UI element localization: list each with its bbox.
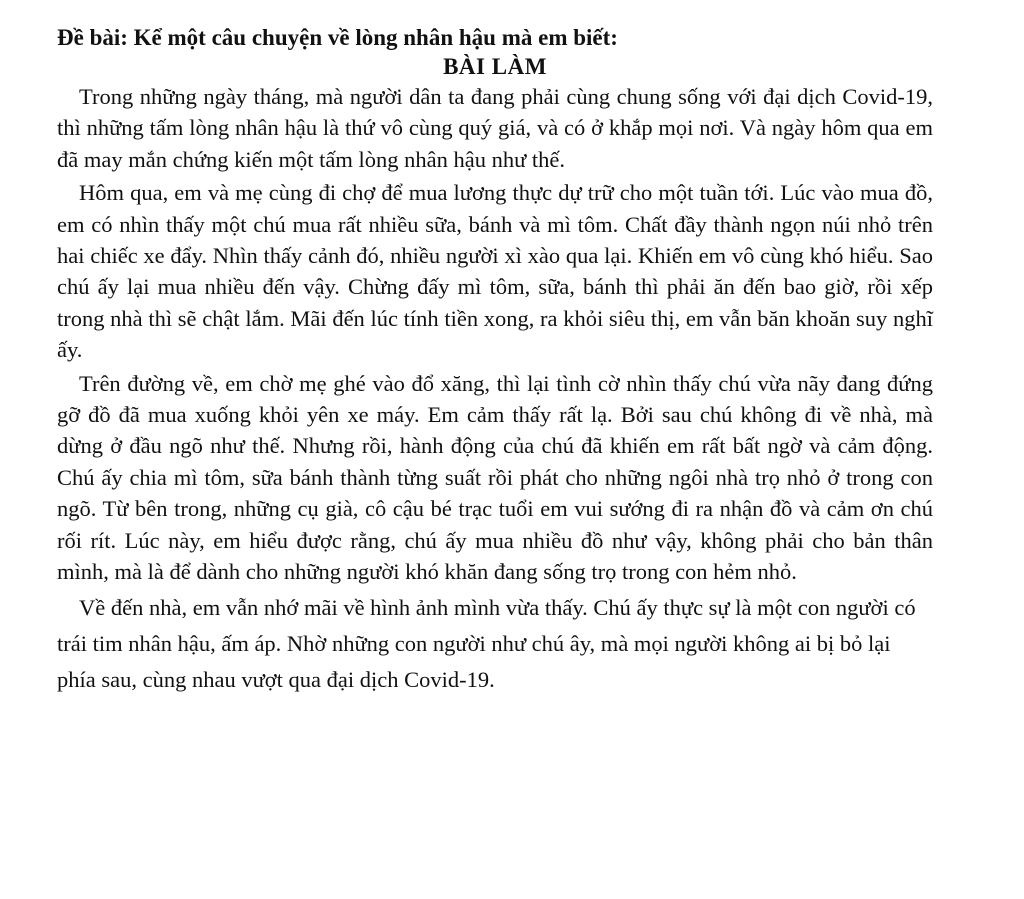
paragraph-1: Trong những ngày tháng, mà người dân ta đang phải cùng chung sống với đại dịch Covid-19, thì những tấm lòng nhân hậu là thứ vô cùng quý giá, và có ở khắp mọi nơi. Và ngày hôm qua em đã may mắn chứng kiến một tấm lòng nhân hậu như thế. [57,84,933,172]
essay-document [57,22,933,700]
essay-heading: BÀI LÀM [443,54,547,79]
paragraph-2: Hôm qua, em và mẹ cùng đi chợ để mua lương thực dự trữ cho một tuần tới. Lúc vào mua đồ, em có nhìn thấy một chú mua rất nhiều sữa, bánh và mì tôm. Chất đầy thành ngọn núi nhỏ trên hai chiếc xe đẩy. Nhìn thấy cảnh đó, nhiều người xì xào qua lại. Khiến em vô cùng khó hiểu. Sao chú ấy lại mua nhiều đến vậy. Chừng đấy mì tôm, sữa, bánh thì phải ăn đến bao giờ, rồi xếp trong nhà thì sẽ chật lắm. Mãi đến lúc tính tiền xong, ra khỏi siêu thị, em vẫn băn khoăn suy nghĩ ấy. [57,180,933,363]
paragraph-4: Về đến nhà, em vẫn nhớ mãi về hình ảnh mình vừa thấy. Chú ấy thực sự là một con người có trái tim nhân hậu, ấm áp. Nhờ những con người như chú ây, mà mọi người không ai bị bỏ lại phía sau, cùng nhau vượt qua đại dịch Covid-19. [57,594,916,692]
paragraph-3: Trên đường về, em chờ mẹ ghé vào đổ xăng, thì lại tình cờ nhìn thấy chú vừa nãy đang đứng gỡ đồ đã mua xuống khỏi yên xe máy. Em cảm thấy rất lạ. Bởi sau chú không đi về nhà, mà dừng ở đầu ngõ như thế. Nhưng rồi, hành động của chú đã khiến em rất bất ngờ và cảm động. Chú ấy chia mì tôm, sữa bánh thành từng suất rồi phát cho những ngôi nhà trọ nhỏ ở trong con ngõ. Từ bên trong, những cụ già, cô cậu bé trạc tuổi em vui sướng đi ra nhận đồ và cảm ơn chú rối rít. Lúc này, em hiểu được rằng, chú ấy mua nhiều đồ như vậy, không phải cho bản thân mình, mà là để dành cho những người khó khăn đang sống trọ trong con hẻm nhỏ. [57,370,933,585]
assignment-prompt: Đề bài: Kể một câu chuyện về lòng nhân hậu mà em biết: [57,25,618,50]
